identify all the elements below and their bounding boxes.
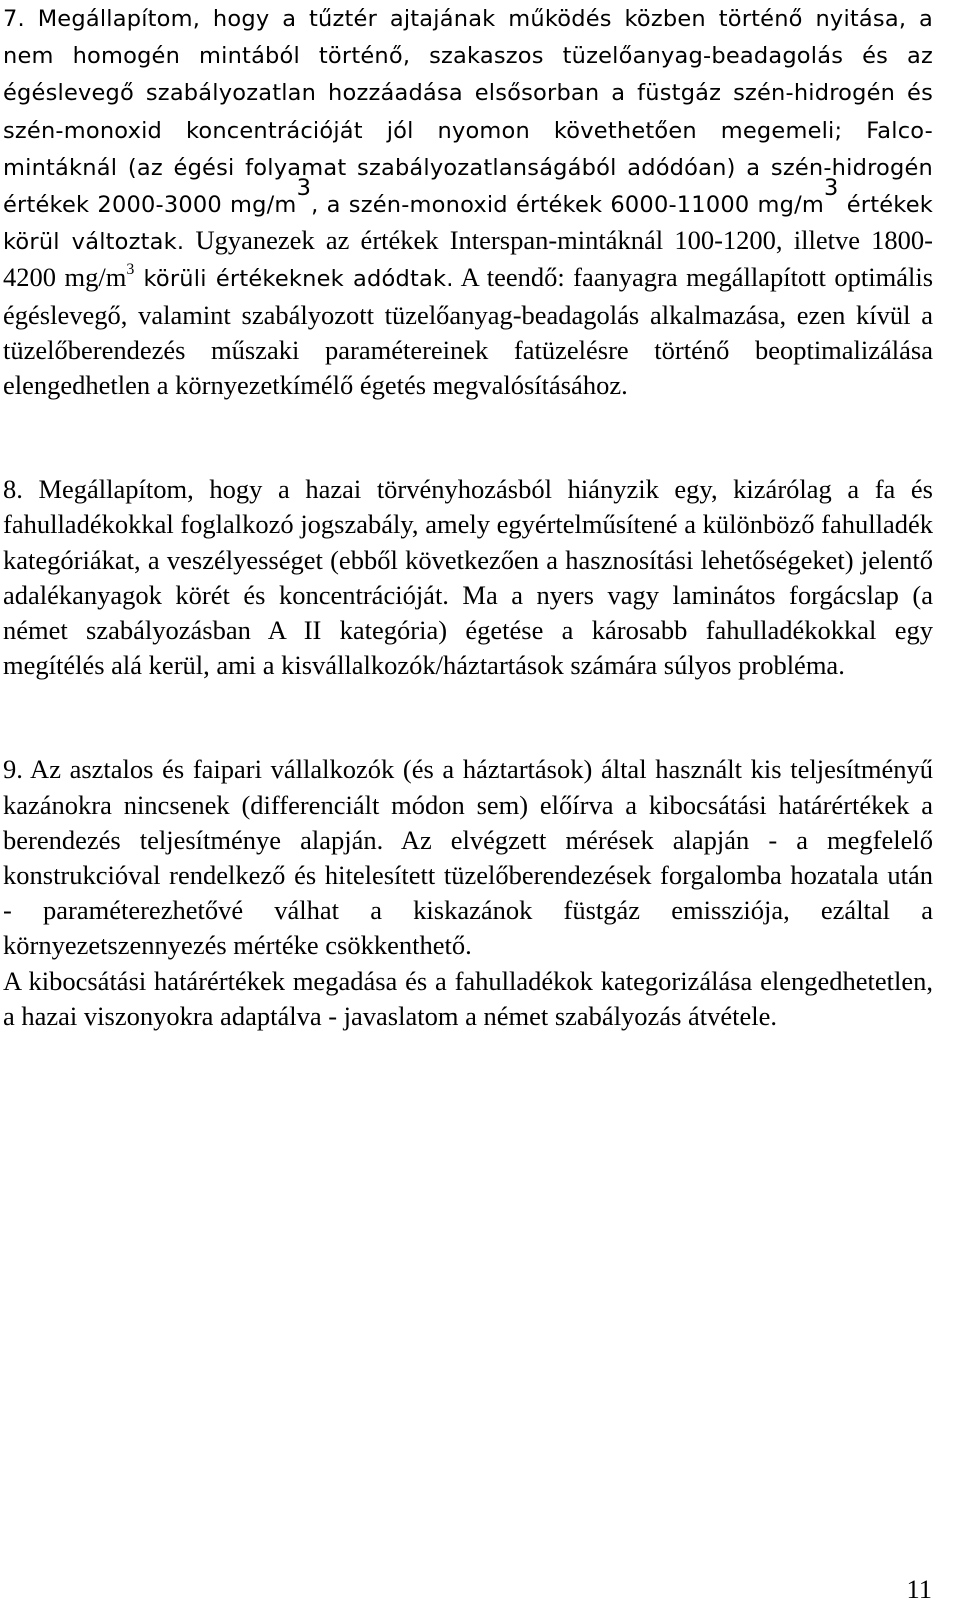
paragraph-7-text-b: , a szén-monoxid értékek 6000-11000 mg/m xyxy=(311,192,825,219)
paragraph-7 xyxy=(3,0,933,403)
superscript-3: 3 xyxy=(824,175,839,202)
paragraph-7-text-d: Ugyanezek az értékek Interspan-mintáknál 100-1200, illetve 1800-4200 mg/m xyxy=(3,225,933,293)
paragraph-8: 8. Megállapítom, hogy a hazai törvényhozásból hiányzik egy, kizárólag a fa és fahulladékokkal foglalkozó jogszabály, amely egyértelműsítené a különböző fahulladék kategóriákat, a veszélyességet (ebből következően a hasznosítási lehetőségeket) jelentő adalékanyagok körét és koncentrációját. Ma a nyers vagy laminátos forgácslap (a német szabályozásban A II kategória) égetése a károsabb fahulladékokkal egy megítélés alá kerül, ami a kisvállalkozók/háztartások számára súlyos probléma. xyxy=(3,474,933,681)
paragraph-7-text-e: körüli értékeknek adódtak. xyxy=(134,266,454,293)
paragraph-7-text-f: A teendő: faanyagra megállapított optimális égéslevegő, valamint szabályozott tüzelőanyag-beadagolás alkalmazása, ezen kívül a tüzelőberendezés műszaki paramétereinek fatüzelésre történő beoptimalizálása elengedhetlen a környezetkímélő égetés megvalósításához. xyxy=(3,262,934,401)
paragraph-9-continuation: A kibocsátási határértékek megadása és a fahulladékok kategorizálása elengedhetetlen, a hazai viszonyokra adaptálva - javaslatom a német szabályozás átvétele. xyxy=(3,965,933,1031)
page-number: 11 xyxy=(906,1574,932,1604)
superscript-3: 3 xyxy=(126,261,135,279)
paragraph-9: 9. Az asztalos és faipari vállalkozók (és a háztartások) által használt kis teljesítményű kazánokra nincsenek (differenciált módon sem) előírva a kibocsátási határértékek a berendezés teljesítménye alapján. Az elvégzett mérések alapján - a megfelelő konstrukcióval rendelkező és hitelesített tüzelőberendezések forgalomba hozatala után - paraméterezhetővé válhat a kiskazánok füstgáz emissziója, ezáltal a környezetszennyezés mértéke csökkenthető. xyxy=(3,754,933,961)
paragraph-7-text-c: értékek körül változtak. xyxy=(3,192,933,256)
paragraph-7-text-a: 7. Megállapítom, hogy a tűztér ajtajának működés közben történő nyitása, a nem homogén mintából történő, szakaszos tüzelőanyag-beadagolás és az égéslevegő szabályozatlan hozzáadása elsősorban a füstgáz szén-hidrogén és szén-monoxid koncentrációját jól nyomon követhetően megemeli; Falco-mintáknál (az égési folyamat szabályozatlanságából adódóan) a szén-hidrogén értékek 2000-3000 mg/m xyxy=(3,6,933,219)
superscript-3: 3 xyxy=(296,175,312,202)
page-body xyxy=(3,0,933,1034)
